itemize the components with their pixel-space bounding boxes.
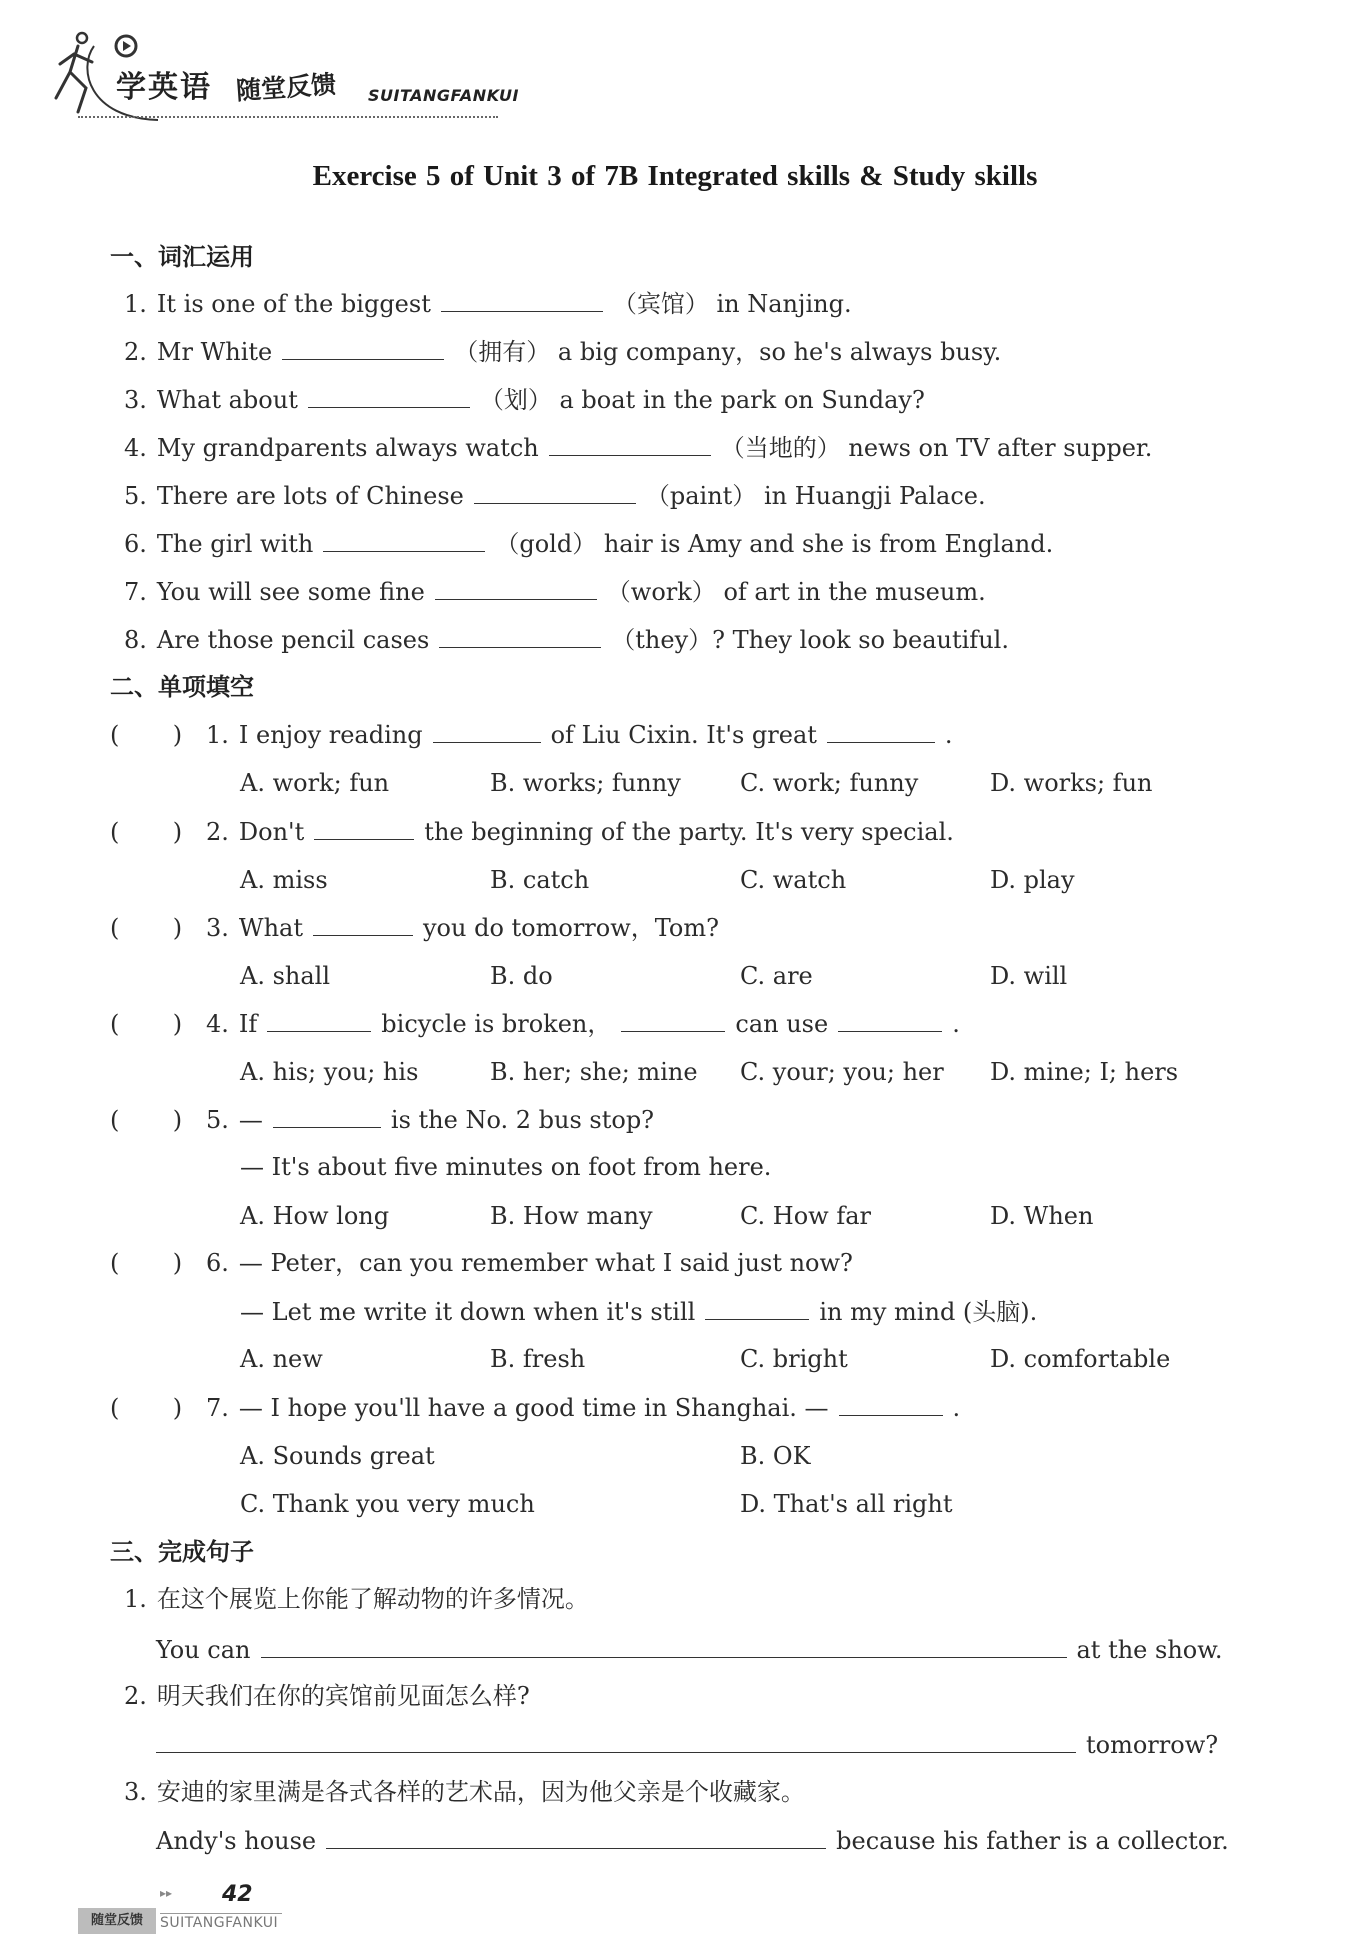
header-banner xyxy=(48,28,548,132)
item-number: 6. xyxy=(124,530,147,558)
option-d[interactable]: D. mine; I; hers xyxy=(990,1058,1179,1086)
item-text-before: It is one of the biggest xyxy=(156,290,431,318)
page-title: Exercise 5 of Unit 3 of 7B Integrated skills & Study skills xyxy=(312,160,1038,192)
sentence-end: tomorrow? xyxy=(1086,1731,1219,1759)
answer-blank[interactable] xyxy=(439,623,601,648)
item-hint: （当地的） xyxy=(720,434,841,462)
option-b[interactable]: B. fresh xyxy=(490,1345,586,1373)
option-a[interactable]: A. new xyxy=(240,1345,323,1373)
item-number: 3. xyxy=(124,1778,147,1806)
option-c[interactable]: C. Thank you very much xyxy=(240,1490,535,1518)
answer-blank[interactable] xyxy=(827,718,935,743)
option-d[interactable]: D. works; fun xyxy=(990,769,1153,797)
option-b[interactable]: B. do xyxy=(490,962,553,990)
answer-blank[interactable] xyxy=(441,287,603,312)
option-c[interactable]: C. watch xyxy=(740,866,847,894)
section-1-heading: 一、词汇运用 xyxy=(110,243,254,271)
answer-blank[interactable] xyxy=(839,1391,943,1416)
item-text-before: There are lots of Chinese xyxy=(156,482,464,510)
answer-blank[interactable] xyxy=(474,479,636,504)
option-c[interactable]: C. bright xyxy=(740,1345,848,1373)
translate-answer-1 xyxy=(156,1633,1223,1666)
vocab-item-4 xyxy=(124,431,1152,464)
item-hint: （宾馆） xyxy=(612,290,709,318)
question-number: 4. xyxy=(206,1010,229,1038)
mc-question-4 xyxy=(110,1007,960,1040)
item-hint: （work） xyxy=(606,578,716,606)
option-c[interactable]: C. your; you; her xyxy=(740,1058,944,1086)
item-text-before: Are those pencil cases xyxy=(156,626,430,654)
item-text-before: Mr White xyxy=(156,338,273,366)
option-a[interactable]: A. Sounds great xyxy=(240,1442,435,1470)
answer-blank[interactable] xyxy=(282,335,444,360)
vocab-item-7 xyxy=(124,575,986,608)
item-text-before: You will see some fine xyxy=(156,578,425,606)
question-number: 5. xyxy=(206,1106,229,1134)
item-text-before: What about xyxy=(156,386,298,414)
vocab-item-2 xyxy=(124,335,1001,368)
translate-item-3 xyxy=(124,1776,805,1808)
question-text: you do tomorrow，Tom? xyxy=(422,914,719,942)
banner-latin: SUITANGFANKUI xyxy=(368,86,519,105)
answer-blank[interactable] xyxy=(433,718,541,743)
mc-question-5 xyxy=(110,1103,654,1136)
answer-blank[interactable] xyxy=(323,527,485,552)
question-text: If xyxy=(238,1010,258,1038)
question-text: — I hope you'll have a good time in Shanghai. — xyxy=(238,1394,829,1422)
item-text-after: of art in the museum. xyxy=(723,578,986,606)
question-number: 3. xyxy=(206,914,229,942)
item-text-after: a big company，so he's always busy. xyxy=(557,338,1002,366)
item-hint: （gold） xyxy=(495,530,597,558)
item-text-after: news on TV after supper. xyxy=(848,434,1153,462)
question-text: . xyxy=(952,1394,961,1422)
banner-subtitle: 随堂反馈 xyxy=(235,69,338,106)
mc-question-3 xyxy=(110,911,719,944)
answer-blank[interactable] xyxy=(435,575,597,600)
item-text-after: in Nanjing. xyxy=(716,290,852,318)
question-text: is the No. 2 bus stop? xyxy=(390,1106,655,1134)
question-text: the beginning of the party. It's very special. xyxy=(424,818,954,846)
item-text-before: The girl with xyxy=(156,530,314,558)
footer-badge: 随堂反馈 xyxy=(78,1908,156,1934)
question-number: 2. xyxy=(206,818,229,846)
item-number: 5. xyxy=(124,482,147,510)
item-number: 8. xyxy=(124,626,147,654)
item-hint: （划） xyxy=(479,386,552,414)
item-number: 3. xyxy=(124,386,147,414)
question-text: can use xyxy=(735,1010,829,1038)
banner-title: 学英语 xyxy=(116,70,212,105)
option-a[interactable]: A. shall xyxy=(240,962,331,990)
option-d[interactable]: D. play xyxy=(990,866,1075,894)
question-text: I enjoy reading xyxy=(238,721,423,749)
chinese-sentence: 明天我们在你的宾馆前见面怎么样? xyxy=(156,1682,530,1710)
item-number: 4. xyxy=(124,434,147,462)
mc-question-7 xyxy=(110,1391,960,1424)
sentence-start: Andy's house xyxy=(156,1827,317,1855)
option-a[interactable]: A. miss xyxy=(240,866,328,894)
answer-parentheses[interactable]: ( ) xyxy=(110,1106,183,1134)
item-text-after: in Huangji Palace. xyxy=(763,482,986,510)
question-number: 6. xyxy=(206,1249,229,1277)
answer-blank[interactable] xyxy=(621,1007,725,1032)
item-text-after: hair is Amy and she is from England. xyxy=(603,530,1054,558)
option-b[interactable]: B. works; funny xyxy=(490,769,681,797)
mc-question-2 xyxy=(110,815,954,848)
page-number: 42 xyxy=(222,1882,253,1907)
page-arrows-icon: ▸▸ xyxy=(160,1886,173,1900)
item-number: 7. xyxy=(124,578,147,606)
option-c[interactable]: C. How far xyxy=(740,1202,871,1230)
vocab-item-3 xyxy=(124,383,925,416)
question-text: — xyxy=(238,1106,263,1134)
question-number: 7. xyxy=(206,1394,229,1422)
answer-line[interactable] xyxy=(261,1633,1067,1658)
vocab-item-8 xyxy=(124,623,1009,656)
item-number: 1. xyxy=(124,1585,147,1613)
section-3-heading: 三、完成句子 xyxy=(110,1538,254,1566)
item-hint: （they）? xyxy=(611,626,726,654)
option-b[interactable]: B. How many xyxy=(490,1202,653,1230)
answer-blank[interactable] xyxy=(273,1103,381,1128)
answer-blank[interactable] xyxy=(549,431,711,456)
vocab-item-6 xyxy=(124,527,1053,560)
footer-latin: SUITANGFANKUI xyxy=(160,1913,282,1931)
answer-parentheses[interactable]: ( ) xyxy=(110,818,183,846)
chinese-sentence: 在这个展览上你能了解动物的许多情况。 xyxy=(156,1585,589,1613)
item-hint: （拥有） xyxy=(454,338,551,366)
option-d[interactable]: D. comfortable xyxy=(990,1345,1171,1373)
banner-divider xyxy=(78,116,498,118)
option-a[interactable]: A. How long xyxy=(240,1202,390,1230)
answer-blank[interactable] xyxy=(314,815,414,840)
section-2-heading: 二、单项填空 xyxy=(110,673,254,701)
sentence-end: because his father is a collector. xyxy=(836,1827,1229,1855)
option-d[interactable]: D. That's all right xyxy=(740,1490,953,1518)
answer-blank[interactable] xyxy=(267,1007,371,1032)
question-5-reply: — It's about five minutes on foot from here. xyxy=(240,1153,772,1181)
option-c[interactable]: C. are xyxy=(740,962,813,990)
question-6-reply xyxy=(240,1295,1037,1328)
option-b[interactable]: B. OK xyxy=(740,1442,811,1470)
item-text-before: My grandparents always watch xyxy=(156,434,539,462)
option-b[interactable]: B. her; she; mine xyxy=(490,1058,698,1086)
question-text: Don't xyxy=(238,818,305,846)
question-text: . xyxy=(952,1010,960,1038)
option-c[interactable]: C. work; funny xyxy=(740,769,919,797)
question-text: of Liu Cixin. It's great xyxy=(550,721,817,749)
item-number: 2. xyxy=(124,1682,147,1710)
question-text: What xyxy=(238,914,303,942)
item-hint: （paint） xyxy=(645,482,757,510)
answer-parentheses[interactable]: ( ) xyxy=(110,914,183,942)
answer-line[interactable] xyxy=(156,1728,1076,1753)
question-text: in my mind (头脑). xyxy=(819,1298,1038,1326)
answer-parentheses[interactable]: ( ) xyxy=(110,721,183,749)
translate-answer-3 xyxy=(156,1824,1229,1857)
translate-item-2 xyxy=(124,1680,530,1712)
option-b[interactable]: B. catch xyxy=(490,866,590,894)
option-d[interactable]: D. When xyxy=(990,1202,1094,1230)
answer-line[interactable] xyxy=(326,1824,826,1849)
answer-blank[interactable] xyxy=(313,911,413,936)
mc-question-6 xyxy=(110,1247,853,1279)
vocab-item-1 xyxy=(124,287,852,320)
answer-blank[interactable] xyxy=(838,1007,942,1032)
question-text: — Peter，can you remember what I said just now? xyxy=(238,1249,853,1277)
answer-blank[interactable] xyxy=(705,1295,809,1320)
question-text: — Let me write it down when it's still xyxy=(240,1298,696,1326)
question-number: 1. xyxy=(206,721,229,749)
mc-question-1 xyxy=(110,718,953,751)
answer-blank[interactable] xyxy=(308,383,470,408)
option-a[interactable]: A. his; you; his xyxy=(240,1058,419,1086)
vocab-item-5 xyxy=(124,479,986,512)
answer-parentheses[interactable]: ( ) xyxy=(110,1394,183,1422)
item-text-after: They look so beautiful. xyxy=(732,626,1009,654)
translate-item-1 xyxy=(124,1583,589,1615)
translate-answer-2 xyxy=(156,1728,1218,1761)
option-a[interactable]: A. work; fun xyxy=(240,769,390,797)
answer-parentheses[interactable]: ( ) xyxy=(110,1010,183,1038)
answer-parentheses[interactable]: ( ) xyxy=(110,1249,183,1277)
item-text-after: a boat in the park on Sunday? xyxy=(559,386,925,414)
option-d[interactable]: D. will xyxy=(990,962,1068,990)
sentence-end: at the show. xyxy=(1076,1636,1223,1664)
sentence-start: You can xyxy=(156,1636,251,1664)
question-text: . xyxy=(944,721,953,749)
item-number: 2. xyxy=(124,338,147,366)
item-number: 1. xyxy=(124,290,147,318)
chinese-sentence: 安迪的家里满是各式各样的艺术品，因为他父亲是个收藏家。 xyxy=(156,1778,805,1806)
question-text: bicycle is broken， xyxy=(381,1010,612,1038)
